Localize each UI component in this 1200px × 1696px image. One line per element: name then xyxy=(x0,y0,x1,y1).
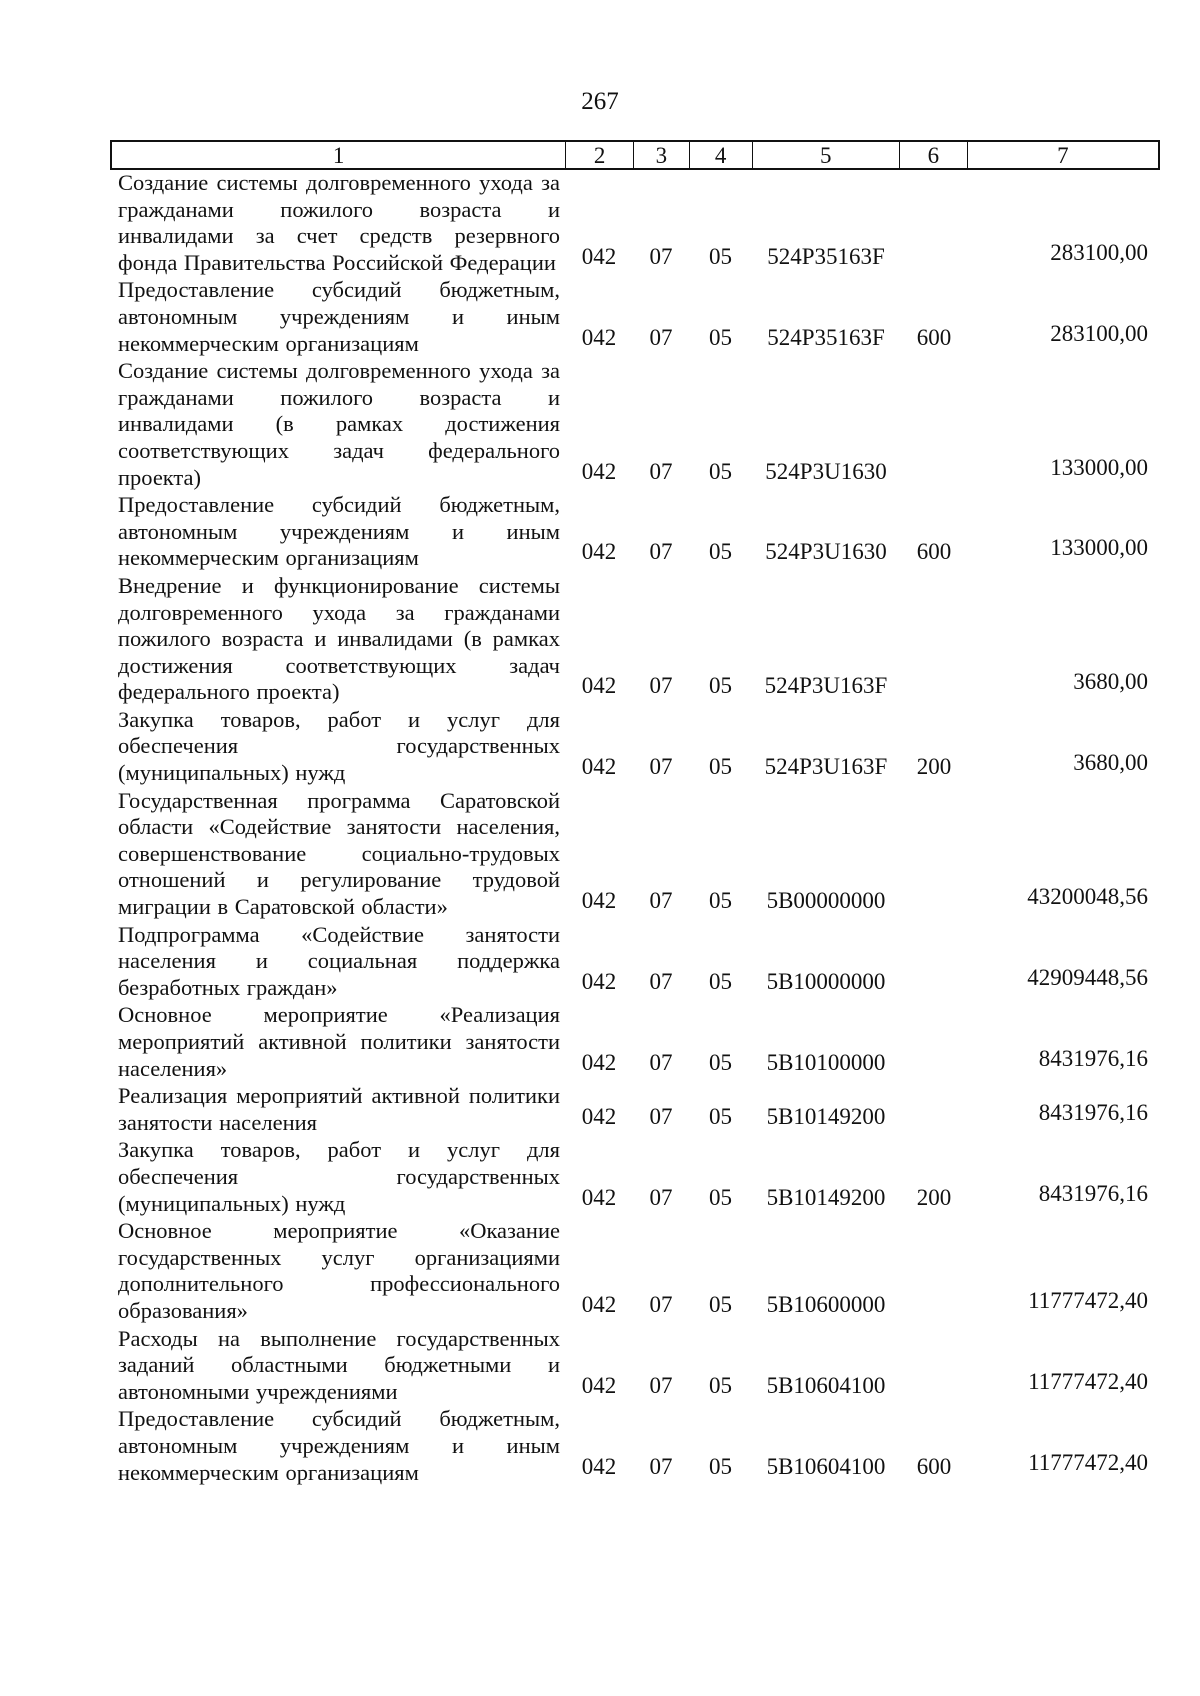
section-code: 07 xyxy=(649,673,673,699)
ministry-code: 042 xyxy=(581,324,617,350)
row-description: Подпрограмма «Содействие занятости населения и социальная поддержка безработных граждан» xyxy=(118,921,560,1000)
amount: 11777472,40 xyxy=(1028,1287,1148,1313)
expense-type-code: 600 xyxy=(916,1453,952,1479)
table-row xyxy=(110,922,1160,1002)
section-code: 07 xyxy=(649,243,673,269)
subsection-code: 05 xyxy=(709,539,732,565)
budget-table xyxy=(110,140,1160,1487)
amount: 8431976,16 xyxy=(1038,1180,1148,1206)
target-article-code: 5В10000000 xyxy=(766,968,886,994)
expense-type-code: 200 xyxy=(916,754,952,780)
amount: 43200048,56 xyxy=(1027,884,1148,910)
table-row xyxy=(110,358,1160,491)
table-row xyxy=(110,1137,1160,1217)
row-description: Расходы на выполнение государственных заданий областными бюджетными и автономными учреждениями xyxy=(118,1325,560,1404)
target-article-code: 524P3U163F xyxy=(764,754,888,780)
subsection-code: 05 xyxy=(709,888,732,914)
subsection-code: 05 xyxy=(709,1372,732,1398)
subsection-code: 05 xyxy=(709,1453,732,1479)
row-description: Государственная программа Саратовской области «Содействие занятости населения, совершенствование социально-трудовых отношений и регулирование трудовой миграции в Саратовской области» xyxy=(118,787,560,920)
amount: 133000,00 xyxy=(1050,535,1148,561)
row-description: Предоставление субсидий бюджетным, автономным учреждениям и иным некоммерческим организациям xyxy=(118,492,560,571)
section-code: 07 xyxy=(649,539,673,565)
target-article-code: 524P3U1630 xyxy=(765,539,887,565)
table-row xyxy=(110,1326,1160,1406)
table-row xyxy=(110,1406,1160,1486)
subsection-code: 05 xyxy=(709,324,732,350)
ministry-code: 042 xyxy=(581,1049,617,1075)
table-row xyxy=(110,788,1160,921)
amount: 283100,00 xyxy=(1050,320,1148,346)
section-code: 07 xyxy=(649,1049,673,1075)
amount: 283100,00 xyxy=(1050,239,1148,265)
row-description: Закупка товаров, работ и услуг для обеспечения государственных (муниципальных) нужд xyxy=(118,706,560,786)
table-row xyxy=(110,707,1160,787)
column-header-7: 7 xyxy=(967,142,1158,168)
row-description: Предоставление субсидий бюджетным, автономным учреждениям и иным некоммерческим организациям xyxy=(118,1406,560,1485)
target-article-code: 5В10100000 xyxy=(766,1049,886,1075)
row-description: Предоставление субсидий бюджетным, автономным учреждениям и иным некоммерческим организациям xyxy=(118,277,560,356)
section-code: 07 xyxy=(649,1291,673,1317)
subsection-code: 05 xyxy=(709,1291,732,1317)
section-code: 07 xyxy=(649,888,673,914)
column-header-4: 4 xyxy=(689,142,752,168)
subsection-code: 05 xyxy=(709,1184,732,1210)
amount: 8431976,16 xyxy=(1038,1099,1148,1125)
expense-type-code: 600 xyxy=(916,324,952,350)
subsection-code: 05 xyxy=(709,243,732,269)
section-code: 07 xyxy=(649,324,673,350)
column-header-3: 3 xyxy=(633,142,689,168)
section-code: 07 xyxy=(649,754,673,780)
row-description: Создание системы долговременного ухода за гражданами пожилого возраста и инвалидами (в рамках достижения соответствующих задач федерального проекта) xyxy=(118,358,560,490)
expense-type-code: 200 xyxy=(916,1184,952,1210)
ministry-code: 042 xyxy=(581,888,617,914)
subsection-code: 05 xyxy=(709,1049,732,1075)
subsection-code: 05 xyxy=(709,458,732,484)
column-header-2: 2 xyxy=(565,142,633,168)
row-description: Закупка товаров, работ и услуг для обеспечения государственных (муниципальных) нужд xyxy=(118,1137,560,1216)
section-code: 07 xyxy=(649,1453,673,1479)
section-code: 07 xyxy=(649,1103,673,1129)
table-row xyxy=(110,1002,1160,1082)
target-article-code: 5В00000000 xyxy=(766,888,886,914)
ministry-code: 042 xyxy=(581,1453,617,1479)
subsection-code: 05 xyxy=(709,968,732,994)
row-description: Основное мероприятие «Оказание государственных услуг организациями дополнительного профессионального образования» xyxy=(118,1218,560,1323)
row-description: Создание системы долговременного ухода за гражданами пожилого возраста и инвалидами за счет средств резервного фонда Правительства Российской Федерации xyxy=(118,170,560,275)
row-description: Основное мероприятие «Реализация мероприятий активной политики занятости населения» xyxy=(118,1002,560,1081)
amount: 133000,00 xyxy=(1050,454,1148,480)
target-article-code: 524P35163F xyxy=(767,243,885,269)
amount: 3680,00 xyxy=(1073,750,1148,776)
subsection-code: 05 xyxy=(709,673,732,699)
row-description: Внедрение и функционирование системы долговременного ухода за гражданами пожилого возраста и инвалидами (в рамках достижения соответствующих задач федерального проекта) xyxy=(118,572,560,705)
table-row xyxy=(110,1218,1160,1324)
subsection-code: 05 xyxy=(709,754,732,780)
ministry-code: 042 xyxy=(581,243,617,269)
ministry-code: 042 xyxy=(581,673,617,699)
section-code: 07 xyxy=(649,458,673,484)
amount: 8431976,16 xyxy=(1038,1045,1148,1071)
amount: 11777472,40 xyxy=(1028,1368,1148,1394)
ministry-code: 042 xyxy=(581,754,617,780)
target-article-code: 524P35163F xyxy=(767,324,885,350)
ministry-code: 042 xyxy=(581,968,617,994)
table-row xyxy=(110,277,1160,357)
target-article-code: 524P3U1630 xyxy=(765,458,887,484)
table-row xyxy=(110,170,1160,276)
ministry-code: 042 xyxy=(581,539,617,565)
target-article-code: 5В10149200 xyxy=(766,1184,886,1210)
table-header-row xyxy=(110,140,1160,170)
column-header-6: 6 xyxy=(899,142,967,168)
amount: 42909448,56 xyxy=(1027,964,1148,990)
table-row xyxy=(110,573,1160,706)
table-row xyxy=(110,492,1160,572)
target-article-code: 5В10149200 xyxy=(766,1103,886,1129)
amount: 11777472,40 xyxy=(1028,1449,1148,1475)
table-row xyxy=(110,1083,1160,1136)
ministry-code: 042 xyxy=(581,1103,617,1129)
ministry-code: 042 xyxy=(581,1184,617,1210)
amount: 3680,00 xyxy=(1073,669,1148,695)
section-code: 07 xyxy=(649,1184,673,1210)
target-article-code: 5В10604100 xyxy=(766,1453,886,1479)
page-number: 267 xyxy=(581,88,619,115)
target-article-code: 524P3U163F xyxy=(764,673,888,699)
ministry-code: 042 xyxy=(581,1372,617,1398)
expense-type-code: 600 xyxy=(916,539,952,565)
column-header-1: 1 xyxy=(332,143,345,168)
target-article-code: 5В10604100 xyxy=(766,1372,886,1398)
section-code: 07 xyxy=(649,968,673,994)
ministry-code: 042 xyxy=(581,1291,617,1317)
ministry-code: 042 xyxy=(581,458,617,484)
section-code: 07 xyxy=(649,1372,673,1398)
column-header-5: 5 xyxy=(752,142,899,168)
subsection-code: 05 xyxy=(709,1103,732,1129)
row-description: Реализация мероприятий активной политики занятости населения xyxy=(118,1083,560,1135)
target-article-code: 5В10600000 xyxy=(766,1291,886,1317)
